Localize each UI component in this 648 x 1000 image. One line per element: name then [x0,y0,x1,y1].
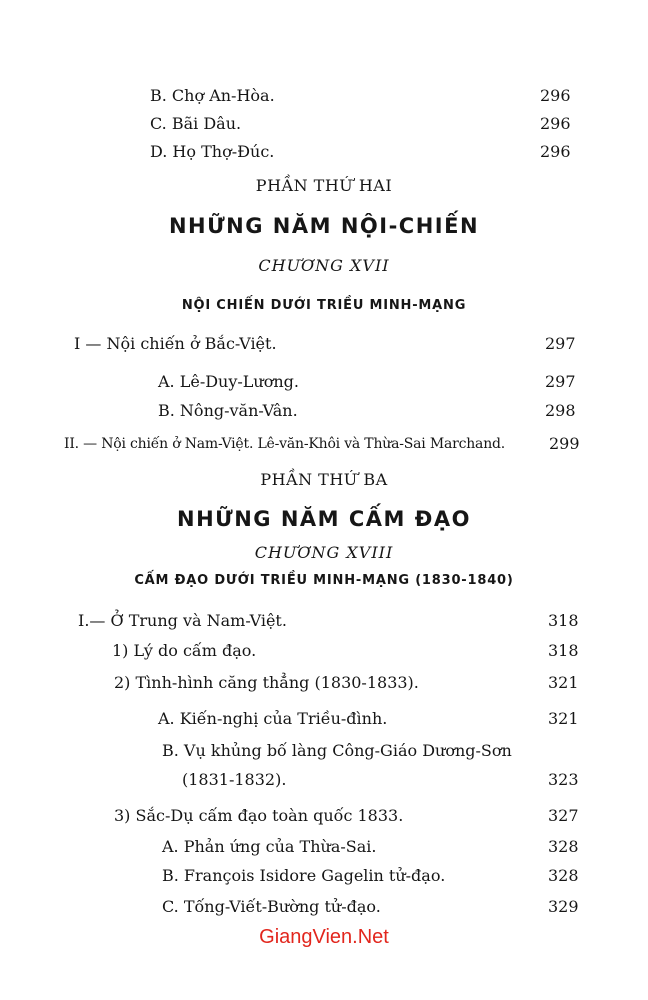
part-heading: PHẦN THỨ HAI [255,176,393,195]
toc-entry-label: I.— Ở Trung và Nam-Việt. [78,611,287,630]
part-title: NHỮNG NĂM CẤM ĐẠO [177,507,471,531]
toc-entry-page: 318 [548,641,579,660]
toc-entry-page: 297 [545,372,576,391]
chapter-heading: CHƯƠNG XVII [258,256,390,275]
toc-entry-label: B. François Isidore Gagelin tử-đạo. [162,866,446,885]
toc-entry-page: 321 [548,673,579,692]
toc-entry-page: 328 [548,866,579,885]
toc-entry-label: (1831-1832). [182,770,287,789]
toc-entry-page: 297 [545,334,576,353]
toc-entry-label: B. Chợ An-Hòa. [150,86,275,105]
toc-entry-label: A. Phản ứng của Thừa-Sai. [162,837,377,856]
toc-entry-page: 296 [540,142,571,161]
toc-entry-label: D. Họ Thợ-Đúc. [150,142,275,161]
toc-entry-page: 296 [540,114,571,133]
toc-entry-label: I — Nội chiến ở Bắc-Việt. [74,334,277,353]
chapter-heading: CHƯƠNG XVIII [254,543,394,562]
watermark-text: GiangVien.Net [259,926,389,948]
toc-entry-label: C. Bãi Dâu. [150,114,242,133]
toc-entry-label: C. Tống-Viết-Bường tử-đạo. [162,897,381,916]
toc-entry-label: II. — Nội chiến ở Nam-Việt. Lê-văn-Khôi và Thừa-Sai Marchand. [64,436,506,452]
toc-entry-page: 328 [548,837,579,856]
toc-entry-label: A. Kiến-nghị của Triều-đình. [158,709,388,728]
toc-entry-label: A. Lê-Duy-Lương. [158,372,299,391]
toc-entry-label: 2) Tình-hình căng thẳng (1830-1833). [114,673,419,692]
toc-entry-page: 298 [545,401,576,420]
toc-entry-page: 327 [548,806,579,825]
chapter-subtitle: NỘI CHIẾN DƯỚI TRIỀU MINH-MẠNG [181,298,467,313]
toc-entry-page: 296 [540,86,571,105]
part-heading: PHẦN THỨ BA [260,470,388,489]
toc-entry-page: 321 [548,709,579,728]
toc-entry-label: 3) Sắc-Dụ cấm đạo toàn quốc 1833. [114,806,404,825]
toc-entry-label: B. Vụ khủng bố làng Công-Giáo Dương-Sơn [162,741,512,760]
toc-entry-page: 323 [548,770,579,789]
toc-entry-page: 318 [548,611,579,630]
chapter-subtitle: CẤM ĐẠO DƯỚI TRIỀU MINH-MẠNG (1830-1840) [134,573,514,588]
toc-entry-label: 1) Lý do cấm đạo. [112,641,257,660]
toc-entry-page: 329 [548,897,579,916]
part-title: NHỮNG NĂM NỘI-CHIẾN [168,214,480,238]
toc-entry-page: 299 [549,434,580,453]
toc-entry-label: B. Nông-văn-Vân. [158,401,298,420]
